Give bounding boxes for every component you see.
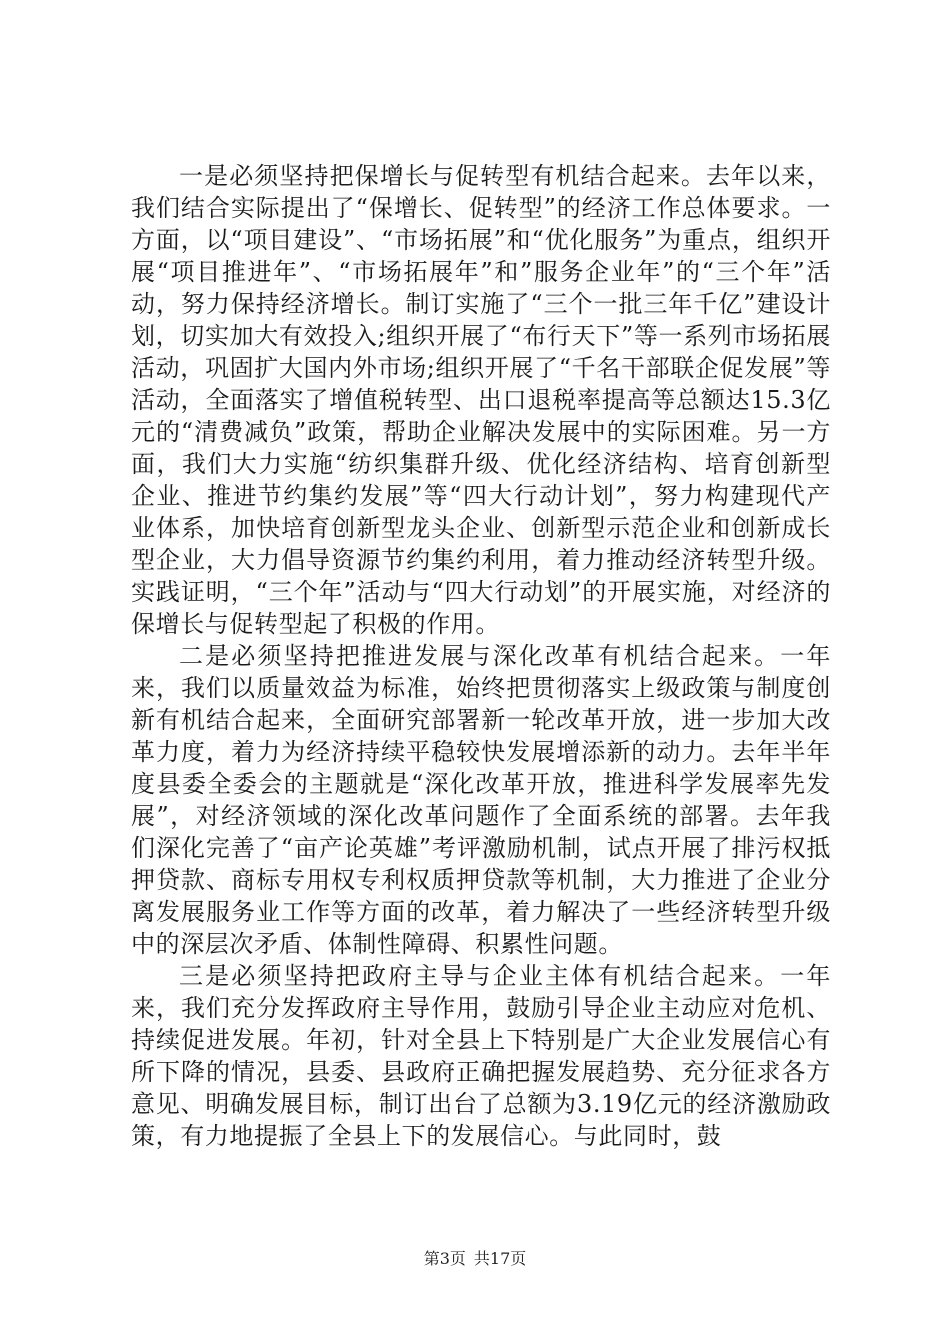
page-total: 共17页	[473, 1249, 527, 1268]
page-footer	[0, 1248, 950, 1270]
page-number: 第3页	[423, 1249, 466, 1268]
paragraph-1: 一是必须坚持把保增长与促转型有机结合起来。去年以来，我们结合实际提出了“保增长、促转型”的经济工作总体要求。一方面，以“项目建设”、“市场拓展”和“优化服务”为重点，组织开展“项目推进年”、“市场拓展年”和”服务企业年”的“三个年”活动，努力保持经济增长。制订实施了“三个一批三年千亿”建设计划，切实加大有效投入;组织开展了“布行天下”等一系列市场拓展活动，巩固扩大国内外市场;组织开展了“千名干部联企促发展”等活动，全面落实了增值税转型、出口退税率提高等总额达15.3亿元的“清费减负”政策，帮助企业解决发展中的实际困难。另一方面，我们大力实施“纺织集群升级、优化经济结构、培育创新型企业、推进节约集约发展”等“四大行动计划”，努力构建现代产业体系，加快培育创新型龙头企业、创新型示范企业和创新成长型企业，大力倡导资源节约集约利用，着力推动经济转型升级。实践证明，“三个年”活动与“四大行动划”的开展实施，对经济的保增长与促转型起了积极的作用。	[131, 162, 831, 638]
paragraph-3: 三是必须坚持把政府主导与企业主体有机结合起来。一年来，我们充分发挥政府主导作用，鼓励引导企业主动应对危机、持续促进发展。年初，针对全县上下特别是广大企业发展信心有所下降的情况，县委、县政府正确把握发展趋势、充分征求各方意见、明确发展目标，制订出台了总额为3.19亿元的经济激励政策，有力地提振了全县上下的发展信心。与此同时，鼓	[131, 962, 831, 1150]
document-body	[131, 160, 831, 1152]
paragraph-2: 二是必须坚持把推进发展与深化改革有机结合起来。一年来，我们以质量效益为标准，始终把贯彻落实上级政策与制度创新有机结合起来，全面研究部署新一轮改革开放，进一步加大改革力度，着力为经济持续平稳较快发展增添新的动力。去年半年度县委全委会的主题就是“深化改革开放，推进科学发展率先发展”，对经济领域的深化改革问题作了全面系统的部署。去年我们深化完善了“亩产论英雄”考评激励机制，试点开展了排污权抵押贷款、商标专用权专利权质押贷款等机制，大力推进了企业分离发展服务业工作等方面的改革，着力解决了一些经济转型升级中的深层次矛盾、体制性障碍、积累性问题。	[131, 642, 831, 958]
